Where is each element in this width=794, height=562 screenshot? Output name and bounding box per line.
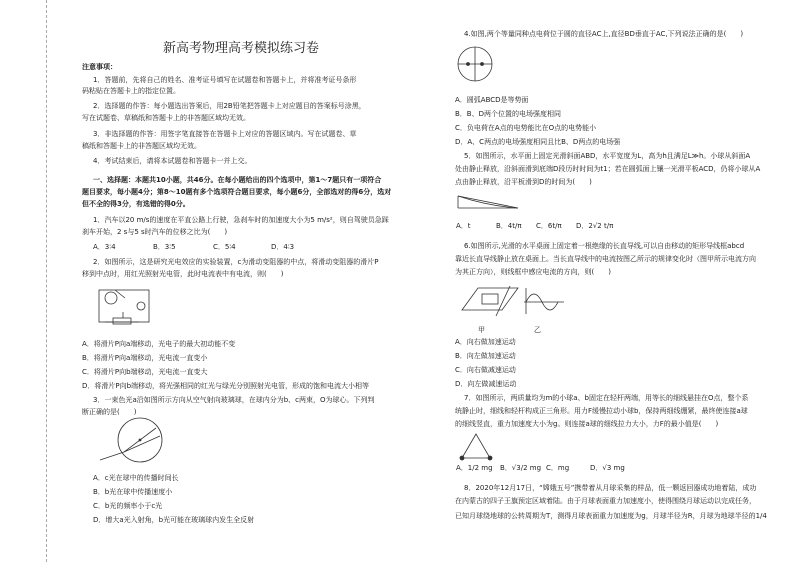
q7-option-b: B．√3/2 mg — [500, 464, 542, 472]
q4-option-c: C．负电荷在A点的电势能比在O点的电势能小 — [455, 124, 597, 132]
question-8-text: 已知月球绕地球的公转周期为T，测得月球表面重力加速度为g，月球半径为R，月球为地球半径的1/4 — [455, 512, 767, 520]
wire-frame-figure — [456, 282, 566, 324]
q6-fig-label-b: 乙 — [534, 326, 541, 334]
question-6-text: 为其正方向），则线框中感应电流的方向，则( ) — [455, 268, 611, 276]
q1-option-d: D．4∶3 — [271, 243, 295, 251]
notice-line: 写在试题卷、草稿纸和答题卡上的非答题区域均无效。 — [82, 114, 250, 122]
q1-option-c: C．5∶4 — [213, 243, 236, 251]
q2-option-c: C．将滑片P向b端移动，光电流一直变大 — [82, 368, 208, 376]
section-heading: 一、选择题：本题共10小题，共46分。在每小题给出的四个选项中，第1～7题只有一项符合 — [93, 176, 382, 184]
q6-option-d: D．向左做减速运动 — [455, 380, 517, 388]
section-heading: 题目要求，每小题4分；第8～10题有多个选项符合题目要求，每小题6分，全部选对的得6分，选对 — [82, 188, 392, 196]
q2-option-d: D．将滑片P向b端移动，将光强相同的红光与绿光分别照射光电管，形成的饱和电流大小相等 — [82, 382, 370, 390]
q1-option-a: A．3∶4 — [93, 243, 116, 251]
question-6-text: 靠近长直导线静止放在桌面上。当长直导线中的电流按图乙所示的规律变化时（图甲所示电流方向 — [455, 255, 756, 263]
q5-option-d: D．2√2 t/π — [576, 222, 614, 230]
notice-line: 码粘贴在答题卡上的指定位置。 — [82, 87, 180, 95]
page-title: 新高考物理高考模拟练习卷 — [163, 41, 320, 56]
incline-figure — [456, 192, 520, 212]
q6-option-c: C．向右做减速运动 — [455, 366, 516, 374]
q4-option-d: D．A、C两点的电场强度相同且比B、D两点的电场强 — [455, 138, 621, 146]
question-3-text: 3．一束色光a沿如图所示方向从空气射向玻璃球，在球内分为b、c两束，O为球心。下列判 — [93, 396, 375, 404]
question-8-text: 8．2020年12月17日，“嫦娥五号”携带着从月球采集的样品，低一颗返回器成功地着陆，成功 — [464, 484, 757, 492]
q1-option-b: B．3∶5 — [153, 243, 176, 251]
question-5-text: 5．如图所示，水平面上固定光滑斜面ABD，水平宽度为L，高为h且满足L≫h。小球从斜面A — [464, 152, 751, 160]
q5-option-a: A．t — [456, 222, 471, 230]
q6-option-b: B．向左做加速运动 — [455, 352, 516, 360]
q4-option-a: A．圆弧ABCD是等势面 — [455, 96, 529, 104]
q5-option-b: B．4t/π — [496, 222, 522, 230]
question-8-text: 在内蒙古的四子王旗预定区域着陆。由于月球表面重力加速度小，使得围绕月球运动以完成任务， — [455, 497, 756, 505]
q7-option-c: C．mg — [546, 464, 570, 472]
notice-line: 1．答题前，先将自己的姓名、准考证号填写在试题卷和答题卡上，并将准考证号条形 — [93, 76, 357, 84]
question-7-text: 统静止时，细线和轻杆构成正三角形。用力F缓慢拉动小球b，保持两细线绷紧，最终使连接a球 — [455, 407, 748, 415]
question-1-text: 刹车开始，2 s与5 s时汽车的位移之比为( ) — [82, 228, 228, 236]
photoelectric-circuit-figure — [95, 284, 155, 328]
notice-line: 3．非选择题的作答：用签字笔直接答在答题卡上对应的答题区域内。写在试题卷、草 — [93, 130, 357, 138]
question-2-text: 2．如图所示，这是研究光电效应的实验装置，c为滑动变阻器的中点，将滑动变阻器的滑片P — [93, 258, 379, 266]
q3-option-b: B．b光在球中传播速度小 — [93, 488, 173, 496]
q2-option-a: A．将滑片P向a端移动，光电子的最大初动能不变 — [82, 340, 236, 348]
q4-option-b: B．B、D两个位置的电场强度相同 — [455, 110, 561, 118]
question-6-text: 6.如图所示,光滑的水平桌面上固定着一根绝缘的长直导线,可以自由移动的矩形导线框abcd — [464, 242, 745, 250]
q2-option-b: B．将滑片P向a端移动，光电流一直变小 — [82, 354, 208, 362]
question-5-text: 处由静止释放，沿斜面滑到底端D段历时时间为t1；若在圆弧面上镶一光滑平板ACD，仍将小球从A — [455, 165, 761, 173]
q6-option-a: A．向右做加速运动 — [455, 338, 516, 346]
q7-option-a: A．1/2 mg — [456, 464, 493, 472]
section-heading: 但不全的得3分，有选错的得0分。 — [82, 200, 190, 208]
q3-option-c: C．b光的频率小于c光 — [93, 502, 163, 510]
charge-circle-figure — [455, 34, 495, 92]
q5-option-c: C．6t/π — [536, 222, 562, 230]
binding-line — [46, 0, 47, 562]
q6-fig-label-a: 甲 — [478, 326, 485, 334]
question-7-text: 7．如图所示，两质量均为m的小球a、b固定在轻杆两端，用等长的细线悬挂在O点，整个系 — [464, 394, 749, 402]
question-7-text: 的细线竖直，重力加速度大小为g。则连接a球的细线拉力大小，力F的最小值是( ) — [455, 420, 719, 428]
question-1-text: 1．汽车以20 m/s的速度在平直公路上行驶，急刹车时的加速度大小为5 m/s²，则自驾驶员急踩 — [93, 216, 389, 224]
question-2-text: 移到中点时，用红光照射光电管，此时电流表中有电流，则( ) — [82, 270, 284, 278]
notice-heading: 注意事项： — [82, 63, 117, 71]
q3-option-a: A．c光在球中的传播时间长 — [93, 474, 179, 482]
notice-line: 稿纸和答题卡上的非答题区域均无效。 — [82, 142, 201, 150]
question-3-text: 断正确的是( ) — [82, 408, 137, 416]
question-5-text: 点由静止释放，沿平板滑到D的时间为( ) — [455, 178, 592, 186]
q7-option-d: D．√3 mg — [590, 464, 625, 472]
q3-option-d: D．增大a光入射角，b光可能在玻璃球内发生全反射 — [93, 516, 255, 524]
question-4-text: 4.如图,两个等量同种点电荷位于圆的直径AC上,直径BD垂直于AC,下列说法正确的是( ) — [464, 30, 744, 38]
triangle-pendulum-figure — [458, 432, 494, 462]
notice-line: 4．考试结束后，请将本试题卷和答题卡一并上交。 — [93, 157, 252, 165]
glass-sphere-figure — [100, 416, 170, 468]
notice-line: 2．选择题的作答：每小题选出答案后，用2B铅笔把答题卡上对应题目的答案标号涂黑， — [93, 102, 366, 110]
